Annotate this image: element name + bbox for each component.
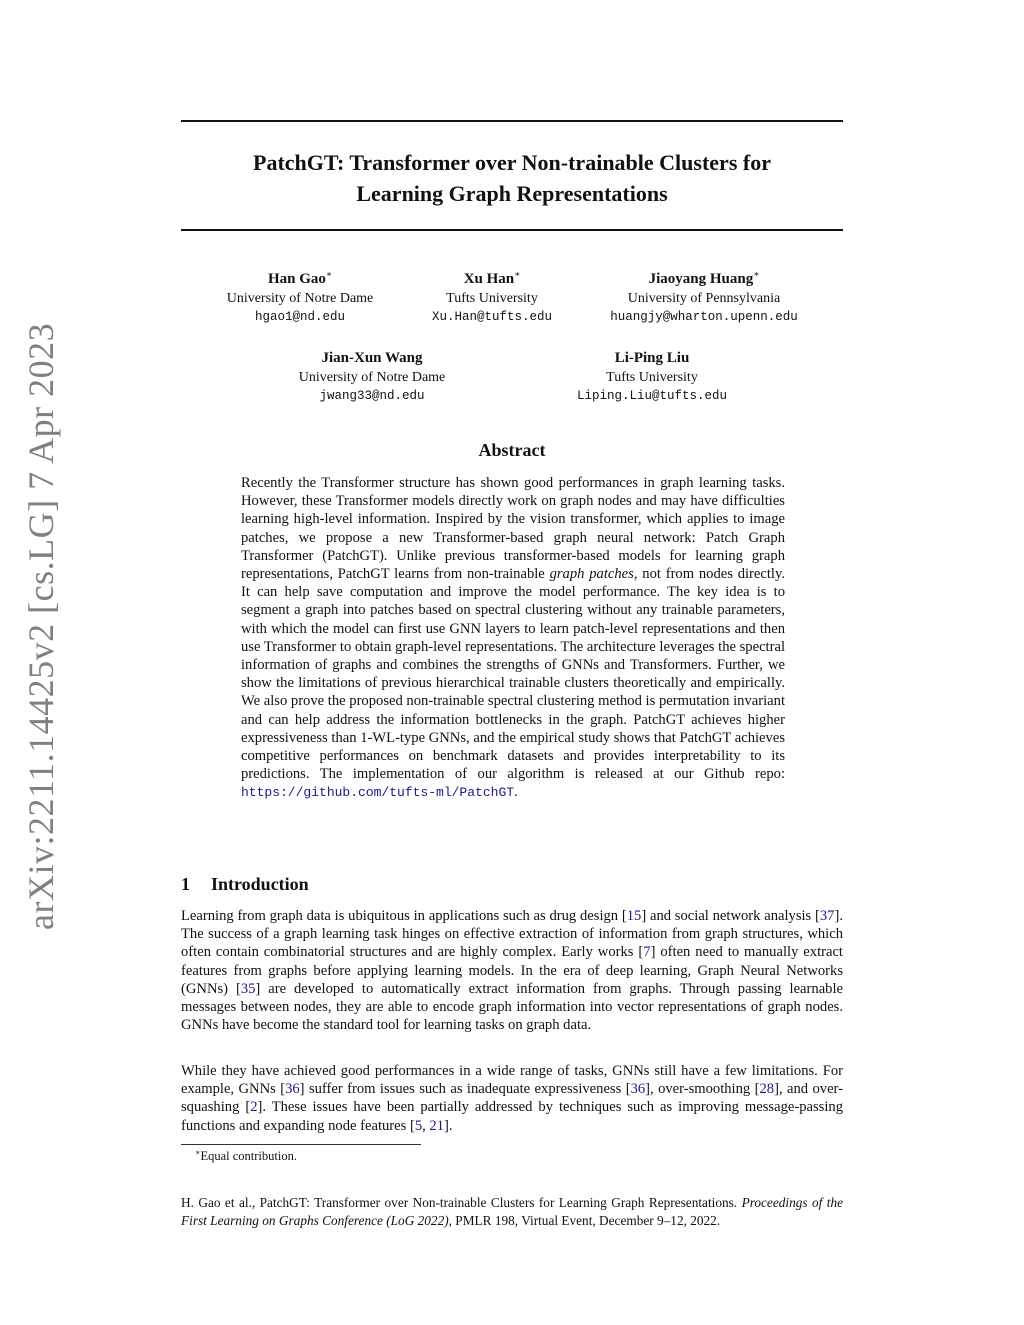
- author-block: [584, 265, 824, 327]
- author-email[interactable]: Xu.Han@tufts.edu: [431, 310, 553, 324]
- footnote-rule: [181, 1144, 421, 1145]
- citation-link[interactable]: 7: [643, 944, 651, 961]
- abstract-text: Recently the Transformer structure has shown good performances in graph learning tasks. However, these Transformer models directly work on graph nodes and may have difficulties learning high-level information. Inspired by the vision transformer, which applies to image patches, we propose a new Transformer-based graph neural network: Patch Graph Transformer (PatchGT). Unlike previous transformer-based models for learning graph representations, PatchGT learns from non-trainable: [241, 475, 785, 583]
- paragraph-text: Learning from graph data is ubiquitous in applications such as drug design [: [181, 908, 627, 924]
- paragraph-text: ] often need to manually extract features from graphs before applying learning models. In the era of deep learning, Graph Neural Networks (GNNs) [: [181, 944, 843, 997]
- author-affiliation: University of Pennsylvania: [627, 291, 781, 306]
- abstract-text: , not from nodes directly. It can help save computation and improve the model performance. The key idea is to segment a graph into patches based on spectral clustering without any trainable parameters, with which the model can first use GNN layers to learn patch-level representations and then use Transformer to obtain graph-level representations. The architecture leverages the spectral information of graphs and combines the strengths of GNNs and Transformers. Further, we show the limitations of previous hierarchical trainable clusters theoretically and empirically. We also prove the proposed non-trainable spectral clustering method is permutation invariant and can help address the information bottlenecks in the graph. PatchGT achieves higher expressiveness than 1-WL-type GNNs, and the empirical study shows that PatchGT achieves competitive performances on benchmark datasets and provides interpretability to its predictions. The implementation of our algorithm is released at our Github repo:: [241, 566, 785, 783]
- arxiv-stamp: arXiv:2211.14425v2 [cs.LG] 7 Apr 2023: [21, 322, 61, 930]
- section-title: Introduction: [211, 874, 309, 894]
- footnote-mark: ∗: [195, 1148, 201, 1157]
- section-heading: [181, 874, 309, 895]
- paragraph-text: ].: [444, 1117, 453, 1134]
- author-name: Li-Ping Liu: [614, 350, 690, 366]
- author-name: Jian-Xun Wang: [321, 350, 423, 366]
- citation-link[interactable]: 36: [285, 1081, 300, 1098]
- title-line-2: Learning Graph Representations: [356, 181, 668, 206]
- author-email[interactable]: hgao1@nd.edu: [254, 310, 345, 324]
- citation-link[interactable]: 36: [630, 1081, 646, 1098]
- paper-title: [181, 147, 843, 209]
- paragraph-text: ,: [422, 1117, 430, 1134]
- citation-link[interactable]: 21: [429, 1117, 445, 1134]
- citation-link[interactable]: 37: [819, 908, 835, 924]
- paragraph-text: While they have achieved good performances in a wide range of tasks, GNNs still have a few limitations. For example, GNNs [: [181, 1063, 843, 1098]
- citation-link[interactable]: 28: [759, 1081, 775, 1098]
- paragraph-text: ]. The success of a graph learning task hinges on effective extraction of information from graph structures, which often contain combinatorial structures and are highly complex. Early works [: [181, 908, 843, 961]
- github-link[interactable]: https://github.com/tufts-ml/PatchGT: [241, 785, 515, 801]
- author-block: [272, 349, 472, 406]
- author-name: Jiaoyang Huang: [648, 271, 754, 287]
- paragraph-text: ], and over-squashing [: [181, 1081, 843, 1116]
- footnote: [195, 1148, 297, 1164]
- author-email[interactable]: huangjy@wharton.upenn.edu: [610, 310, 798, 324]
- author-block: [402, 265, 582, 327]
- author-name: Han Gao: [267, 271, 326, 287]
- author-name: Xu Han: [463, 271, 515, 287]
- paragraph-text: ], over-smoothing [: [645, 1081, 760, 1098]
- paragraph-text: ]. These issues have been partially addressed by techniques such as improving message-passing functions and expanding node features [: [181, 1099, 843, 1134]
- author-affiliation: Tufts University: [606, 370, 698, 385]
- paragraph-text: ] and social network analysis [: [641, 908, 820, 924]
- abstract-body: [241, 474, 785, 803]
- footnote-text: Equal contribution.: [200, 1149, 297, 1164]
- title-line-1: PatchGT: Transformer over Non-trainable Clusters for: [253, 150, 771, 175]
- section-number: 1: [181, 874, 190, 894]
- citation-link[interactable]: 2: [250, 1099, 258, 1116]
- citation-link[interactable]: 35: [240, 980, 256, 997]
- intro-paragraph-2: [181, 1062, 843, 1135]
- title-bottom-rule: [181, 229, 843, 231]
- paragraph-text: ] are developed to automatically extract information from graphs. Through passing learnable messages between nodes, they are able to encode graph information into vector representations of graph nodes. GNNs have become the standard tool for learning tasks on graph data.: [181, 980, 843, 1034]
- abstract-heading: Abstract: [478, 440, 546, 460]
- author-email[interactable]: Liping.Liu@tufts.edu: [576, 389, 728, 403]
- author-affiliation: Tufts University: [446, 291, 538, 306]
- author-block: [552, 349, 752, 406]
- abstract-text: .: [514, 784, 518, 801]
- paragraph-text: ] suffer from issues such as inadequate expressiveness [: [299, 1081, 631, 1098]
- equal-contribution-mark: ∗: [753, 269, 760, 279]
- author-email[interactable]: jwang33@nd.edu: [319, 389, 425, 403]
- citation-note-text: H. Gao et al., PatchGT: Transformer over Non-trainable Clusters for Learning Graph Representations.: [181, 1195, 742, 1210]
- intro-paragraph-1: [181, 907, 843, 1034]
- citation-link[interactable]: 15: [626, 908, 642, 924]
- citation-link[interactable]: 5: [414, 1117, 423, 1134]
- author-block: [200, 265, 400, 327]
- citation-note-text: , PMLR 198, Virtual Event, December 9–12, 2022.: [448, 1213, 721, 1228]
- abstract-emphasis: graph patches: [549, 566, 634, 583]
- citation-note-venue: Proceedings of the First Learning on Graphs Conference (LoG 2022): [181, 1195, 843, 1228]
- title-top-rule: [181, 120, 843, 122]
- citation-note: [181, 1194, 843, 1230]
- equal-contribution-mark: ∗: [514, 269, 521, 279]
- author-affiliation: University of Notre Dame: [226, 291, 374, 306]
- author-affiliation: University of Notre Dame: [298, 370, 446, 385]
- equal-contribution-mark: ∗: [325, 269, 333, 279]
